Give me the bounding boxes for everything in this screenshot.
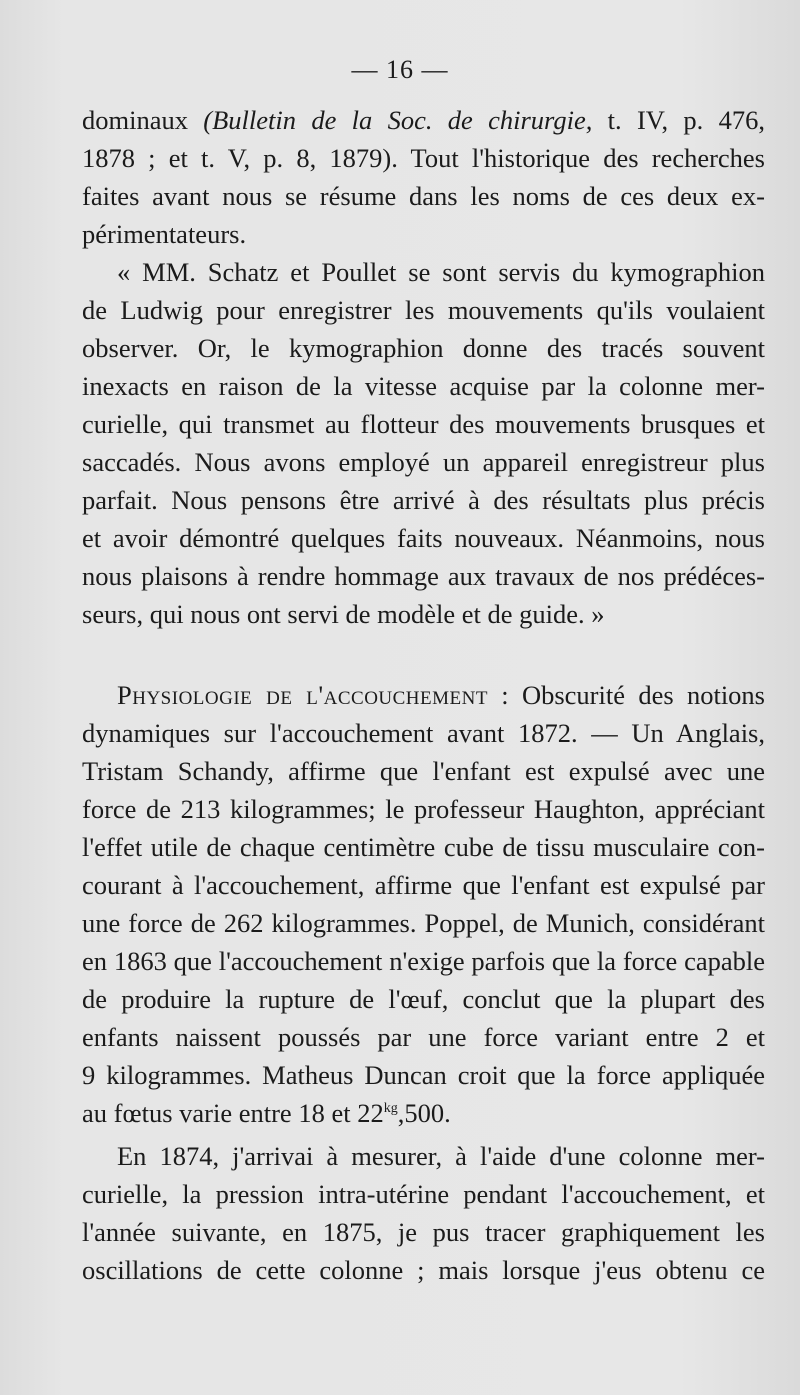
- text-line: nous plaisons à rendre hommage aux travaux de nos prédéces-: [82, 561, 765, 591]
- text-fragment: au fœtus varie entre 18 et 22: [82, 1098, 384, 1128]
- section-heading: Physiologie de l'accouchement: [117, 680, 488, 710]
- text-line: de produire la rupture de l'œuf, conclut que la plupart des: [82, 984, 765, 1014]
- text-line: inexacts en raison de la vitesse acquise par la colonne mer-: [82, 371, 765, 401]
- text-line: [82, 1094, 765, 1132]
- text-line: [117, 676, 765, 714]
- text-line: faites avant nous se résume dans les noms de ces deux ex-: [82, 181, 765, 211]
- text-line: Tristam Schandy, affirme que l'enfant est expulsé avec une: [82, 756, 765, 786]
- text-line: parfait. Nous pensons être arrivé à des résultats plus précis: [82, 485, 765, 515]
- text-line: observer. Or, le kymographion donne des tracés souvent: [82, 333, 765, 363]
- text-line: l'effet utile de chaque centimètre cube de tissu musculaire con-: [82, 832, 765, 862]
- text-line: dynamiques sur l'accouchement avant 1872. — Un Anglais,: [82, 718, 765, 748]
- text-line: [82, 101, 765, 139]
- text-line: « MM. Schatz et Poullet se sont servis du kymographion: [117, 257, 765, 287]
- text-line: curielle, la pression intra-utérine pendant l'accouchement, et: [82, 1179, 765, 1209]
- text-line: courant à l'accouchement, affirme que l'enfant est expulsé par: [82, 870, 765, 900]
- text-line: en 1863 que l'accouchement n'exige parfois que la force capable: [82, 946, 765, 976]
- text-line: de Ludwig pour enregistrer les mouvements qu'ils voulaient: [82, 295, 765, 325]
- text-line: et avoir démontré quelques faits nouveaux. Néanmoins, nous: [82, 523, 765, 553]
- text-fragment: t. IV, p. 476,: [592, 105, 765, 135]
- page-number: — 16 —: [351, 55, 449, 84]
- unit-superscript: kg: [383, 1101, 398, 1116]
- text-line: force de 213 kilogrammes; le professeur Haughton, appréciant: [82, 794, 765, 824]
- text-line: oscillations de cette colonne ; mais lorsque j'eus obtenu ce: [82, 1255, 765, 1285]
- text-line: 9 kilogrammes. Matheus Duncan croit que la force appliquée: [82, 1060, 765, 1090]
- text-fragment: : Obscurité des notions: [487, 680, 765, 710]
- text-line: 1878 ; et t. V, p. 8, 1879). Tout l'historique des recherches: [82, 143, 765, 173]
- citation-title: (Bulletin de la Soc. de chirurgie,: [203, 105, 593, 135]
- text-fragment: dominaux: [82, 105, 204, 135]
- text-line: une force de 262 kilogrammes. Poppel, de Munich, considérant: [82, 908, 765, 938]
- text-fragment: ,500.: [397, 1098, 451, 1128]
- text-line: saccadés. Nous avons employé un appareil enregistreur plus: [82, 447, 765, 477]
- text-line: curielle, qui transmet au flotteur des mouvements brusques et: [82, 409, 765, 439]
- text-line: seurs, qui nous ont servi de modèle et de guide. »: [82, 599, 605, 629]
- text-line: enfants naissent poussés par une force variant entre 2 et: [82, 1022, 765, 1052]
- text-line: périmentateurs.: [82, 219, 247, 249]
- text-line: En 1874, j'arrivai à mesurer, à l'aide d'une colonne mer-: [117, 1141, 765, 1171]
- text-line: l'année suivante, en 1875, je pus tracer graphiquement les: [82, 1217, 765, 1247]
